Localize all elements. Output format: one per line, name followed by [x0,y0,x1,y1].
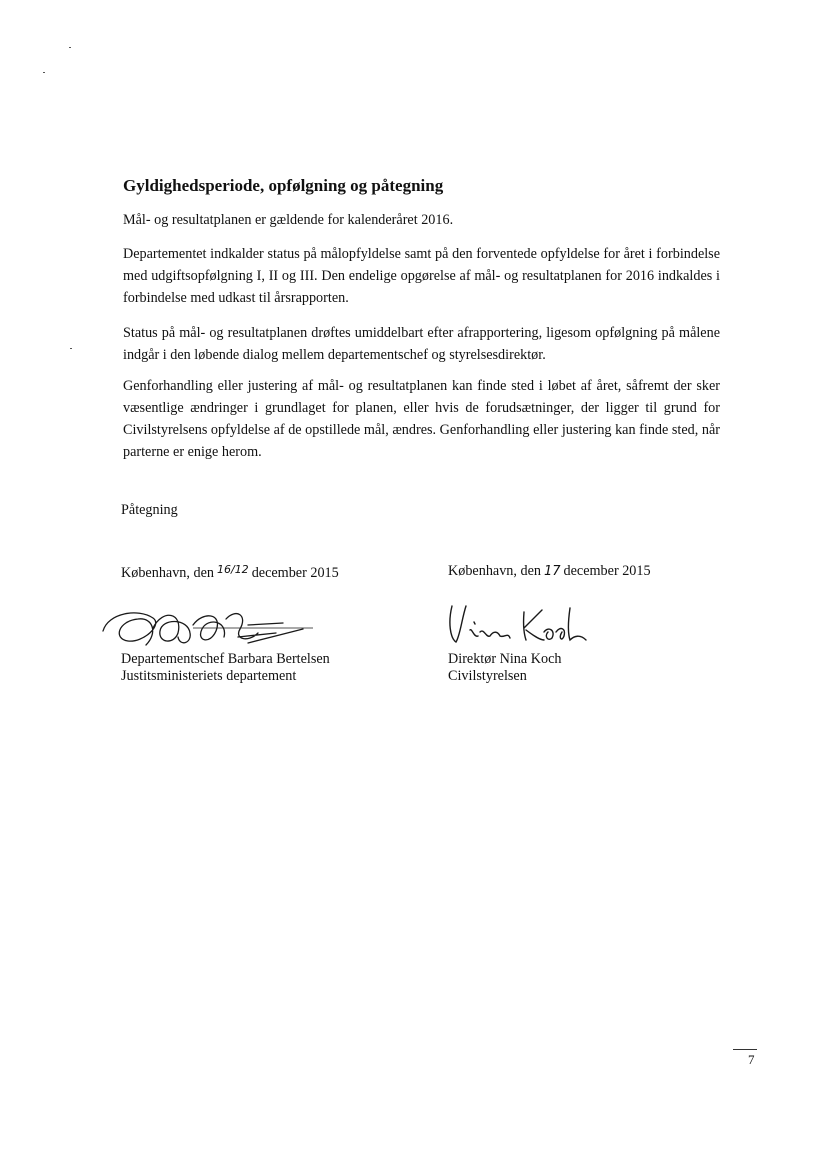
signatory-title-right: Direktør Nina Koch [448,651,562,667]
page-number-rule [733,1049,757,1050]
paragraph-renegotiation: Genforhandling eller justering af mål- og resultatplanen kan finde sted i løbet af året, såfremt der sker væsentlige ændringer i grundlaget for planen, eller hvis de forudsætninger, der ligger til grund for Civilstyrelsens opfyldelse af de opstillede mål, ændres. Genforhandling eller justering kan finde sted, når parterne er enige herom. [123,378,720,460]
section-heading: Gyldighedsperiode, opfølgning og påtegning [123,176,444,195]
paragraph-status-discussion: Status på mål- og resultatplanen drøftes umiddelbart efter afrapportering, ligesom opfølgning på målene indgår i den løbende dialog mellem departementschef og styrelsesdirektør. [123,325,720,363]
scan-speck [69,47,71,48]
place-prefix: København, den [121,565,214,581]
signatory-organization-left: Justitsministeriets departement [121,668,297,684]
handwritten-date-right: 17 [543,564,561,579]
signatory-organization-right: Civilstyrelsen [448,668,527,684]
paragraph-status-call: Departementet indkalder status på målopfyldelse samt på den forventede opfyldelse for året i forbindelse med udgiftsopfølgning I, II og III. Den endelige opgørelse af mål- og resultatplanen for 2016 indkaldes i forbindelse med udkast til årsrapporten. [123,246,720,306]
signatory-title-left: Departementschef Barbara Bertelsen [121,651,330,667]
paragraph-validity: Mål- og resultatplanen er gældende for kalenderåret 2016. [123,212,454,228]
signing-place-date-right [448,563,651,580]
page-number: 7 [748,1052,755,1067]
signing-place-date-left [121,563,339,582]
handwritten-date-left: 16/12 [216,563,249,576]
scan-speck [43,72,45,73]
scan-speck [70,348,72,349]
place-prefix: København, den [448,563,541,579]
handwritten-signature-right [444,602,594,652]
place-suffix: december 2015 [563,563,651,579]
place-suffix: december 2015 [251,565,339,581]
endorsement-label: Påtegning [121,502,178,518]
